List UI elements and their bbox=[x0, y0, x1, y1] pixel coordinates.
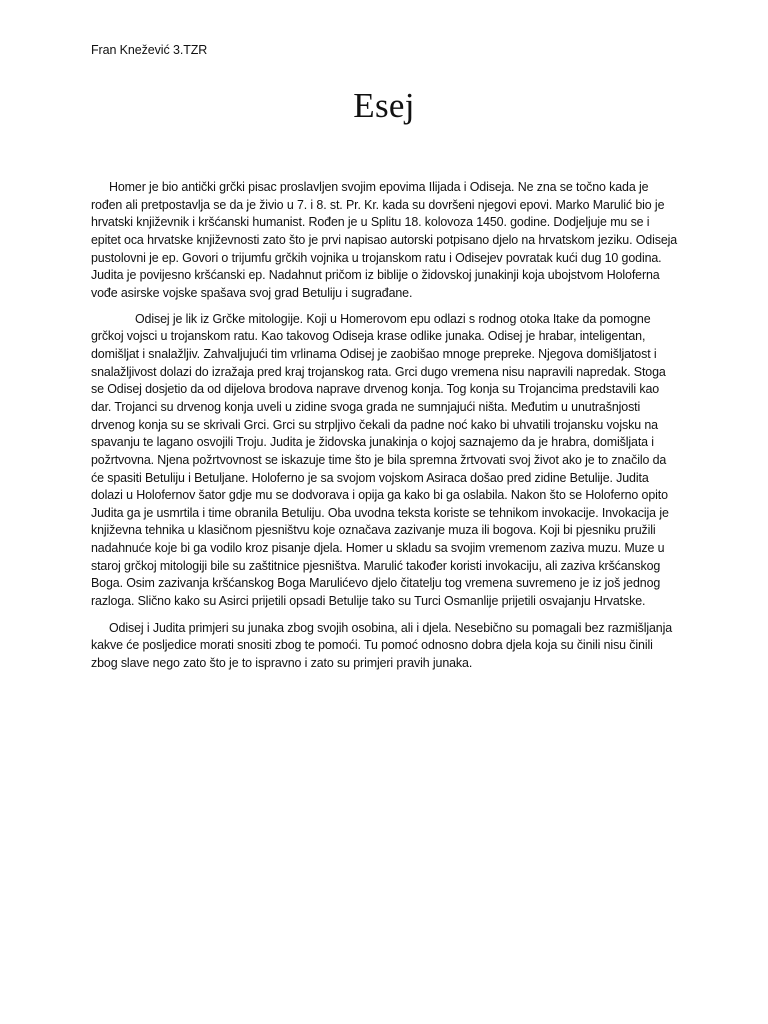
paragraph-1: Homer je bio antički grčki pisac proslavljen svojim epovima Ilijada i Odiseja. Ne zna se točno kada je rođen ali pretpostavlja se da je živio u 7. i 8. st. Pr. Kr. kada su dovršeni njegovi epovi. Marko Marulić bio je hrvatski književnik i kršćanski humanist. Rođen je u Splitu 18. kolovoza 1450. godine. Dodjeljuje mu se i epitet oca hrvatske književnosti zato što je prvi napisao autorski potpisano djelo na hrvatskom jeziku. Odiseja pustolovni je ep. Govori o trijumfu grčkih vojnika u trojanskom ratu i Odisejev povratak kući dug 10 godina. Judita je povijesno kršćanski ep. Nadahnut pričom iz biblije o židovskoj junakinji koja ubojstvom Holoferna vođe asirske vojske spašava svoj grad Betuliju i sugrađane. bbox=[91, 180, 678, 300]
essay-title: Esej bbox=[353, 86, 415, 125]
paragraph-2: Odisej je lik iz Grčke mitologije. Koji u Homerovom epu odlazi s rodnog otoka Itake da pomogne grčkoj vojsci u trojanskom ratu. Kao takovog Odiseja krase odlike junaka. Odisej je hrabar, inteligentan, domišljat i snalažljiv. Zahvaljujući tim vrlinama Odisej je zaobišao mnoge prepreke. Njegova domišljatost i snalažljivost dolazi do izražaja pred kraj trojanskog rata. Grci dugo vremena nisu napravili napredak. Stoga se Odisej dosjetio da od dijelova brodova naprave drvenog konja. Tog konja su Trojancima predstavili kao dar. Trojanci su drvenog konja uveli u zidine svoga grada ne sumnjajući ništa. Međutim u unutrašnjosti drvenog konja su se skrivali Grci. Grci su strpljivo čekali da padne noć kako bi uhvatili trojansku vojsku na spavanju te lagano osvojili Troju. Judita je židovska junakinja o kojoj saznajemo da je hrabra, domišljata i požrtvovna. Njena požrtvovnost se iskazuje time što je bila spremna žrtvovati svoj život ako je to značilo da će spasiti Betuliju i Betuljane. Holoferno je sa svojom vojskom Asiraca došao pred zidine Betulije. Judita dolazi u Holofernov šator gdje mu se dodvorava i opija ga kako bi ga oslabila. Nakon što se Holoferno opito Judita ga je usmrtila i time obranila Betuliju. Oba uvodna teksta koriste se tehnikom invokacije. Invokacija je književna tehnika u klasičnom pjesništvu koje označava zazivanje muza ili bogova. Koji bi pjesniku pružili nadahnuće koje bi ga vodilo kroz pisanje djela. Homer u skladu sa svojim vremenom zaziva muzu. Muze u staroj grčkoj mitologiji bile su zaštitnice pjesništva. Marulić također koristi invokaciju, ali zaziva kršćanskog Boga. Osim zazivanja kršćanskog Boga Marulićevo djelo čitatelju tog vremena suvremeno je iz još jednog razloga. Slično kako su Asirci prijetili opsadi Betulije tako su Turci Osmanlije prijetili osvajanju Hrvatske. bbox=[91, 311, 669, 609]
essay-body bbox=[91, 179, 678, 673]
paragraph-3: Odisej i Judita primjeri su junaka zbog svojih osobina, ali i djela. Nesebično su pomagali bez razmišljanja kakve će posljedice morati snositi zbog te pomoći. Tu pomoć odnosno dobra djela koja su činili nisu činili zbog slave nego zato što je to ispravno i zato su primjeri pravih junaka. bbox=[91, 620, 673, 671]
author-line: Fran Knežević 3.TZR bbox=[91, 43, 208, 57]
